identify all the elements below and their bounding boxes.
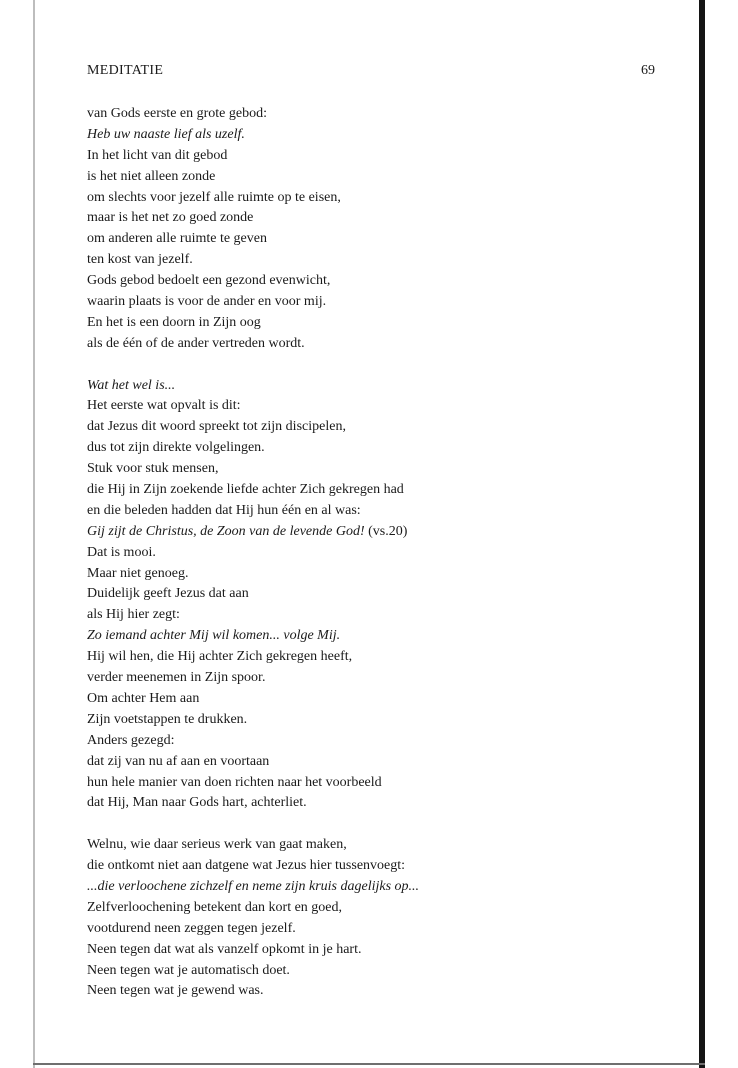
line-text: om anderen alle ruimte te geven (87, 231, 267, 247)
page-left-edge (33, 0, 35, 1068)
text-line (87, 229, 687, 250)
line-text: Duidelijk geeft Jezus dat aan (87, 586, 249, 602)
text-line (87, 125, 687, 146)
text-line (87, 647, 687, 668)
line-text: Om achter Hem aan (87, 690, 200, 706)
line-text: Zelfverloochening betekent dan kort en goed, (87, 899, 343, 915)
text-line (87, 501, 687, 522)
line-text: ten kost van jezelf. (87, 252, 193, 268)
line-text: Welnu, wie daar serieus werk van gaat maken, (87, 837, 347, 853)
line-text: als Hij hier zegt: (87, 607, 180, 623)
text-line (87, 271, 687, 292)
paragraph (87, 376, 687, 815)
text-line (87, 564, 687, 585)
text-line (87, 522, 687, 543)
line-text: En het is een doorn in Zijn oog (87, 314, 261, 330)
text-line (87, 710, 687, 731)
line-text: dat zij van nu af aan en voortaan (87, 753, 270, 769)
italic-text: Wat het wel is... (87, 377, 176, 393)
text-line (87, 856, 687, 877)
text-line (87, 292, 687, 313)
line-text: om slechts voor jezelf alle ruimte op te eisen, (87, 189, 341, 205)
line-text: dus tot zijn direkte volgelingen. (87, 440, 265, 456)
text-line (87, 752, 687, 773)
line-text: Hij wil hen, die Hij achter Zich gekregen heeft, (87, 649, 353, 665)
line-text: waarin plaats is voor de ander en voor mij. (87, 294, 327, 310)
running-title: MEDITATIE (87, 63, 164, 78)
text-line (87, 898, 687, 919)
text-line (87, 668, 687, 689)
line-text: is het niet alleen zonde (87, 168, 216, 184)
text-line (87, 104, 687, 125)
text-line (87, 584, 687, 605)
text-line (87, 877, 687, 898)
text-line (87, 417, 687, 438)
text-line (87, 396, 687, 417)
line-text: van Gods eerste en grote gebod: (87, 106, 267, 121)
line-text: dat Hij, Man naar Gods hart, achterliet. (87, 795, 307, 811)
italic-text: Heb uw naaste lief als uzelf. (87, 126, 245, 142)
text-line (87, 835, 687, 856)
text-line (87, 188, 687, 209)
line-text: die ontkomt niet aan datgene wat Jezus hier tussenvoegt: (87, 858, 406, 874)
page-bottom-edge (33, 1063, 705, 1065)
paragraph-gap (87, 814, 687, 835)
text-line (87, 480, 687, 501)
italic-text: Zo iemand achter Mij wil komen... volge Mij. (87, 628, 341, 644)
text-line (87, 334, 687, 355)
line-text: die Hij in Zijn zoekende liefde achter Zich gekregen had (87, 482, 404, 498)
line-text: Stuk voor stuk mensen, (87, 461, 219, 477)
body-text (87, 104, 687, 1002)
line-text: Dat is mooi. (87, 544, 156, 560)
text-line (87, 167, 687, 188)
line-text: In het licht van dit gebod (87, 147, 228, 163)
line-text: Neen tegen wat je automatisch doet. (87, 962, 290, 978)
line-text: Zijn voetstappen te drukken. (87, 711, 248, 727)
text-line (87, 981, 687, 1002)
text-line (87, 689, 687, 710)
text-line (87, 313, 687, 334)
line-text: hun hele manier van doen richten naar het voorbeeld (87, 774, 382, 790)
line-text: verder meenemen in Zijn spoor. (87, 670, 266, 686)
text-line (87, 146, 687, 167)
text-line (87, 940, 687, 961)
text-line (87, 793, 687, 814)
italic-text: Gij zijt de Christus, de Zoon van de levende God! (87, 523, 365, 539)
paragraph (87, 104, 687, 355)
text-line (87, 376, 687, 397)
line-text: Anders gezegd: (87, 732, 175, 748)
page-right-edge (699, 0, 705, 1068)
line-text: Neen tegen wat je gewend was. (87, 983, 264, 999)
page-number: 69 (641, 63, 655, 78)
paragraph (87, 835, 687, 1002)
text-line (87, 919, 687, 940)
text-line (87, 605, 687, 626)
line-text: Gods gebod bedoelt een gezond evenwicht, (87, 273, 331, 289)
line-text: maar is het net zo goed zonde (87, 210, 254, 226)
paragraph-gap (87, 355, 687, 376)
italic-text: ...die verloochene zichzelf en neme zijn kruis dagelijks op... (87, 878, 420, 894)
line-text: Neen tegen dat wat als vanzelf opkomt in je hart. (87, 941, 362, 957)
text-line (87, 773, 687, 794)
line-text: vootdurend neen zeggen tegen jezelf. (87, 920, 296, 936)
text-line (87, 626, 687, 647)
text-line (87, 208, 687, 229)
text-line (87, 459, 687, 480)
line-text: als de één of de ander vertreden wordt. (87, 335, 305, 351)
line-text: en die beleden hadden dat Hij hun één en al was: (87, 502, 361, 518)
text-line (87, 438, 687, 459)
text-line (87, 250, 687, 271)
line-text: Maar niet genoeg. (87, 565, 189, 581)
running-header (87, 63, 655, 85)
text-line (87, 961, 687, 982)
text-line (87, 731, 687, 752)
verse-reference: (vs.20) (364, 523, 408, 539)
text-line (87, 543, 687, 564)
line-text: Het eerste wat opvalt is dit: (87, 398, 241, 414)
line-text: dat Jezus dit woord spreekt tot zijn discipelen, (87, 419, 346, 435)
